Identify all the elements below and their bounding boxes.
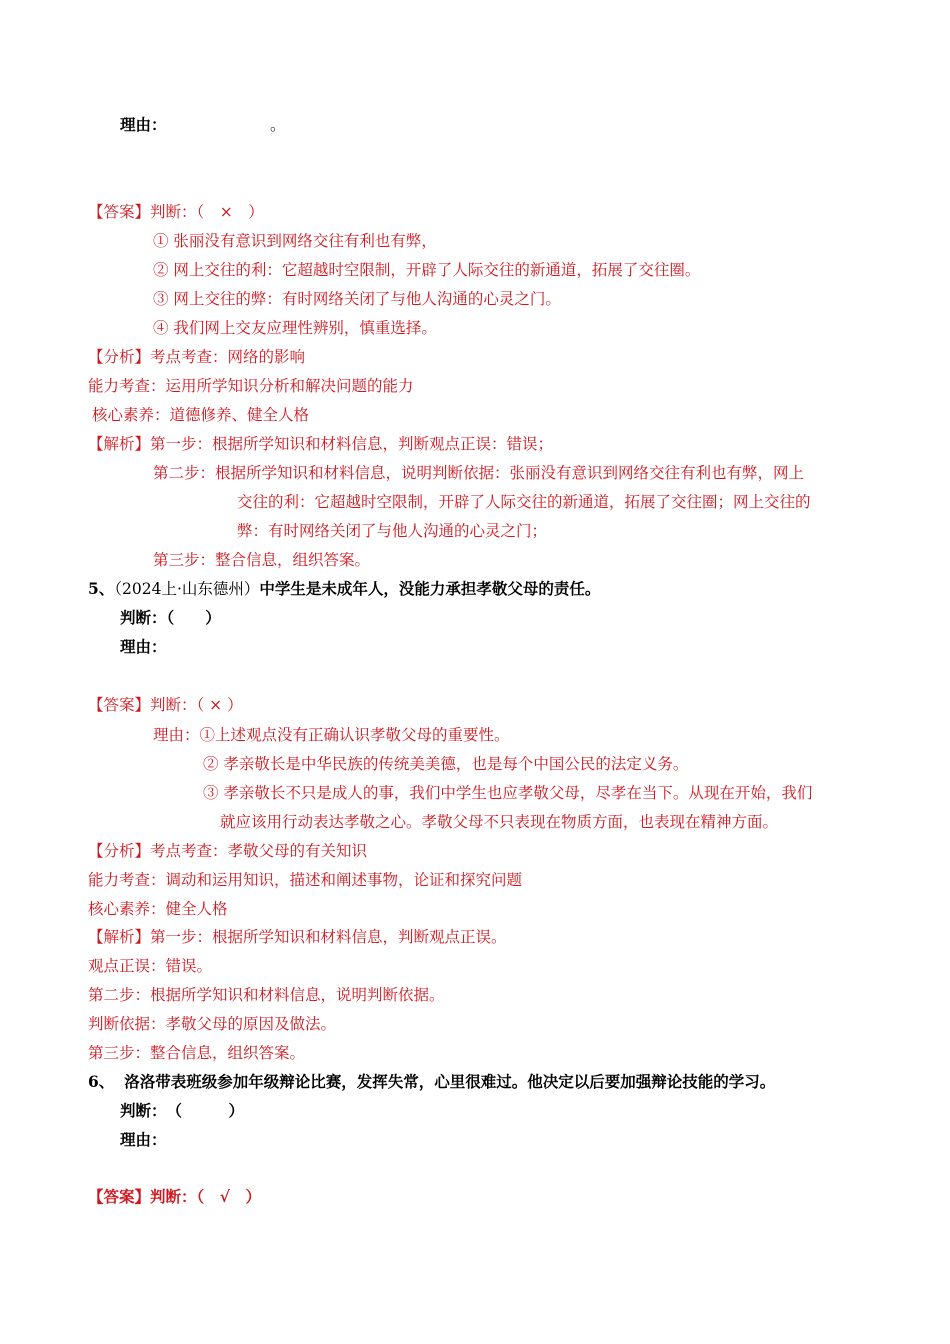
- q5-step2: 第二步：根据所学知识和材料信息，说明判断依据。: [88, 986, 445, 1004]
- q5-step3: 第三步：整合信息，组织答案。: [88, 1044, 306, 1062]
- q5-reason-1: 理由：①上述观点没有正确认识孝敬父母的重要性。: [153, 726, 510, 744]
- q6-judge-label: 判断： （ ）: [120, 1101, 245, 1120]
- reason-label: 理由：: [120, 115, 167, 134]
- q5-question: 中学生是未成年人，没能力承担孝敬父母的责任。: [259, 579, 601, 598]
- q6-answer: 【答案】判断：（ √ ）: [88, 1187, 261, 1206]
- q5-reason-2: ② 孝亲敬长是中华民族的传统美美德，也是每个中国公民的法定义务。: [203, 755, 689, 773]
- q5-source: （2024上·山东德州）: [114, 580, 260, 598]
- q5-reason-4: 就应该用行动表达孝敬之心。孝敬父母不只表现在物质方面，也表现在精神方面。: [220, 813, 779, 831]
- q4-explain-step2-line3: 弊：有时网络关闭了与他人沟通的心灵之门；: [237, 522, 548, 540]
- q5-basis: 判断依据：孝敬父母的原因及做法。: [88, 1015, 337, 1033]
- q4-ability: 能力考查：运用所学知识分析和解决问题的能力: [88, 377, 414, 395]
- reason-period: 。: [270, 116, 286, 134]
- q5-answer: 【答案】判断：（ × ）: [88, 696, 243, 714]
- q4-point-4: ④ 我们网上交友应理性辨别，慎重选择。: [153, 319, 437, 337]
- q6-question: 洛洛带表班级参加年级辩论比赛，发挥失常，心里很难过。他决定以后要加强辩论技能的学习。: [124, 1072, 776, 1091]
- q4-analysis: 【分析】考点考查：网络的影响: [88, 348, 306, 366]
- q5-viewpoint: 观点正误：错误。: [88, 957, 213, 975]
- q6-question-line: [88, 1072, 775, 1092]
- q4-answer: 【答案】判断：（ × ）: [88, 203, 264, 221]
- q5-reason-label: 理由：: [120, 637, 167, 656]
- q5-explain-step1: 【解析】第一步：根据所学知识和材料信息，判断观点正误。: [88, 928, 507, 946]
- q4-explain-step2-line2: 交往的利：它超越时空限制，开辟了人际交往的新通道，拓展了交往圈；网上交往的: [237, 493, 811, 511]
- q4-explain-step2-line1: 第二步：根据所学知识和材料信息，说明判断依据：张丽没有意识到网络交往有利也有弊，网上: [153, 464, 805, 482]
- q4-explain-step1: 【解析】第一步：根据所学知识和材料信息，判断观点正误：错误；: [88, 435, 554, 453]
- q5-number: 5、: [88, 579, 115, 598]
- q6-reason-label: 理由：: [120, 1130, 167, 1149]
- q4-literacy: 核心素养：道德修养、健全人格: [92, 406, 310, 424]
- q5-literacy: 核心素养：健全人格: [88, 900, 228, 918]
- q5-judge-label: 判断：（ ）: [120, 608, 221, 627]
- q5-reason-3: ③ 孝亲敬长不只是成人的事，我们中学生也应孝敬父母，尽孝在当下。从现在开始，我们: [203, 784, 813, 802]
- q5-analysis: 【分析】考点考查：孝敬父母的有关知识: [88, 842, 368, 860]
- q6-number: 6、: [88, 1072, 115, 1091]
- q5-question-line: [88, 579, 600, 599]
- q4-explain-step3: 第三步：整合信息，组织答案。: [153, 551, 371, 569]
- q4-point-3: ③ 网上交往的弊：有时网络关闭了与他人沟通的心灵之门。: [153, 290, 561, 308]
- q5-ability: 能力考查：调动和运用知识，描述和阐述事物，论证和探究问题: [88, 871, 523, 889]
- q4-point-1: ① 张丽没有意识到网络交往有利也有弊，: [153, 232, 437, 250]
- q4-point-2: ② 网上交往的利：它超越时空限制，开辟了人际交往的新通道，拓展了交往圈。: [153, 261, 701, 279]
